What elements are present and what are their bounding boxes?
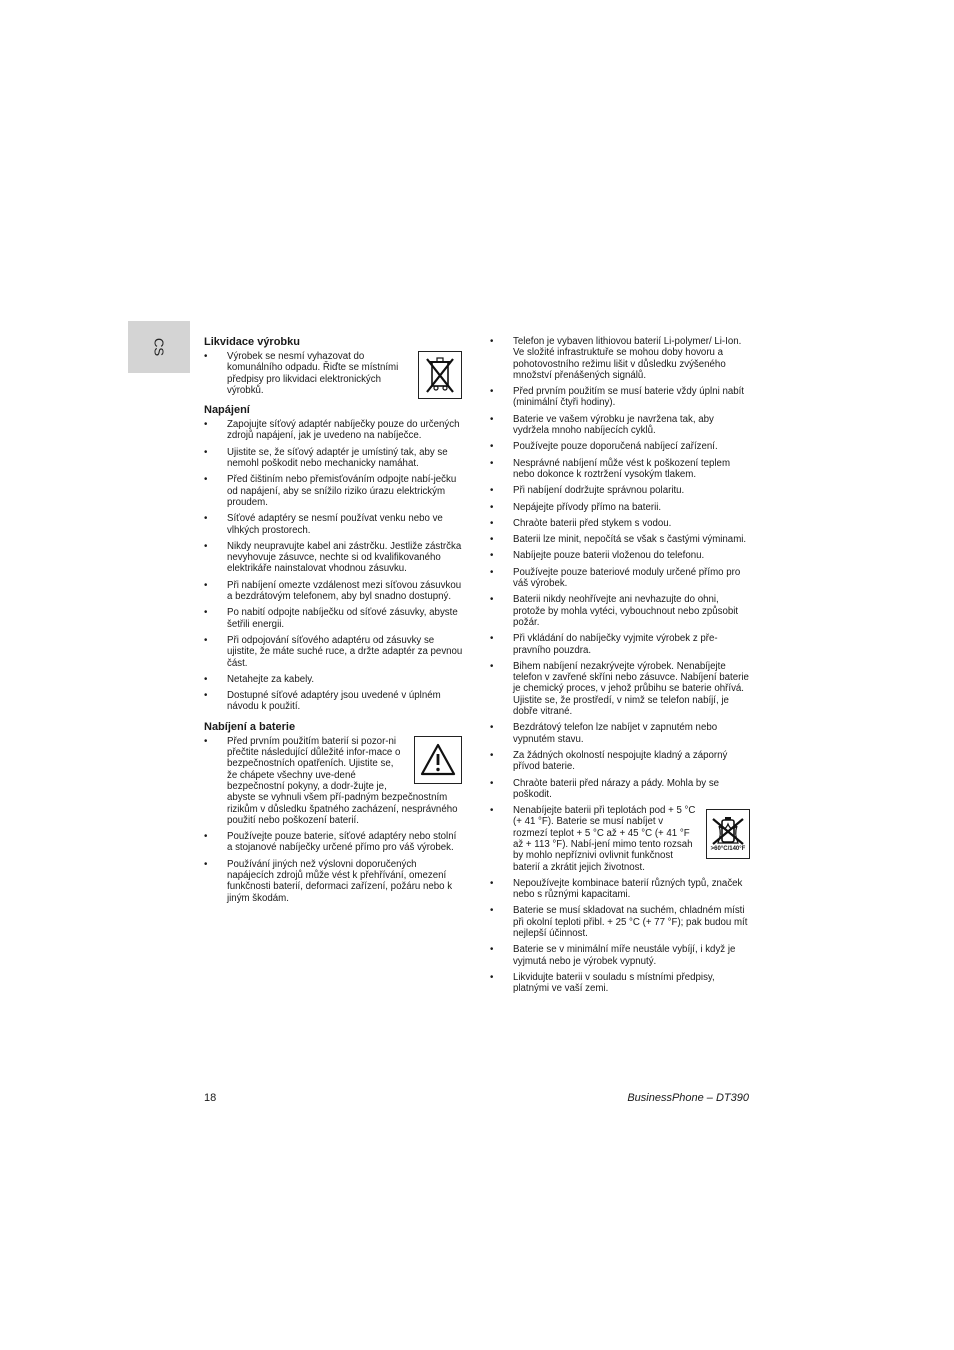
list-item: • Při odpojování síťového adaptéru od zásuvky se ujistite, že máte suché ruce, a držte adaptér za pevnou část. — [204, 634, 463, 669]
list-item: • Síťové adaptéry se nesmí používat venku nebo ve vlhkých prostorech. — [204, 513, 443, 536]
list-item: • Po nabití odpojte nabíječku od síťové zásuvky, abyste šetřili energii. — [204, 607, 458, 630]
list-item: • Výrobek se nesmí vyhazovat do komunálního odpadu. Řiďte se místními předpisy pro likvidaci elektronických výrobků. — [204, 351, 464, 396]
list-item-text: Při odpojování síťového adaptéru od zásuvky se ujistite, že máte suché ruce, a držte adaptér za pevnou část. — [227, 634, 463, 669]
list-item-text: Nikdy neupravujte kabel ani zástrčku. Jestliže zástrčka nevyhovuje zásuvce, nechte si od kvalifikovaného elektrikáře nainstalovat vhodnou zásuvku. — [227, 540, 462, 575]
list-item-text: Nenabíjejte baterii při teplotách pod + 5 °C (+ 41 °F). Baterie se musí nabíjet v rozmezí teplot + 5 °C až + 45 °C (+ 41 °F až + 113 °F). Nabí-jení mimo tento rozsah by mohlo nepříznivi ovlivnit funkčnost baterií a zkrátit jejich životnost. — [513, 805, 696, 873]
list-item-text: Telefon je vybaven lithiovou baterií Li-polymer/ Li-Ion. Ve složité infrastruktuře se mohou doby hovoru a pohotovostního režimu lišit v důsledku zvýšeného množství přenášených signálů. — [513, 336, 742, 381]
list-item: • Používejte pouze baterie, síťové adaptéry nebo stolní a stojanové nabíječky určené přímo pro váš výrobek. — [204, 831, 457, 854]
list-item: • Nesprávné nabíjení může vést k poškození teplem nebo dokonce k roztržení vysokým tlakem. — [490, 457, 731, 480]
list-item-text: Baterie ve vašem výrobku je navržena tak, aby vydržela mnoho nabíjecích cyklů. — [513, 413, 714, 437]
list-item: • Používání jiných než výslovni doporučených napájecích zdrojů může vést k přehřívání, omezení funkčnosti baterií, deformaci zařízení, požáru nebo k jiným škodám. — [204, 858, 453, 904]
list-item-text: Bihem nabíjení nezakrývejte výrobek. Nenabíjejte telefon v zavřené skříni nebo zásuvce. Nabíjení baterie je chemický proces, v jehož průbihu se baterie ohřívá. Ujistite se, že prostředí, v nimž se telefon nabíjí, je dobře vitrané. — [513, 660, 749, 718]
list-item: • Bezdrátový telefon lze nabíjet v zapnutém nebo vypnutém stavu. — [490, 722, 718, 745]
list-item-text: Nepájejte přívody přímo na baterii. — [513, 501, 662, 513]
list-item: • Baterii nikdy neohřívejte ani nevhazujte do ohni, protože by mohla vytéci, vybouchnout nebo způsobit požár. — [490, 594, 739, 628]
list-item-text: Používání jiných než výslovni doporučených napájecích zdrojů může vést k přehřívání, omezení funkčnosti baterií, deformaci zařízení, požáru nebo k jiným škodám. — [227, 858, 453, 904]
list-item: • Před prvním použitím se musí baterie vždy úplni nabít (minimální čtyři hodiny). — [490, 386, 744, 409]
list-item: • Bihem nabíjení nezakrývejte výrobek. Nenabíjejte telefon v zavřené skříni nebo zásuvce. Nabíjení baterie je chemický proces, v jehož průbihu se baterie ohřívá. Ujistite se, že prostředí, v nimž se telefon nabíjí, je dobře vitrané. — [490, 660, 749, 718]
section-disposal — [204, 336, 464, 396]
list-item-text: Likvidujte baterii v souladu s místními předpisy, platnými ve vaší zemi. — [513, 971, 715, 995]
language-tab — [128, 321, 190, 373]
list-item: • Před prvním použitím baterií si pozor-ni přečtite následující důležité infor-mace o bezpečnostních opatřeních. Ujistite se, že chápete všechny uve-dené bezpečnostní pokyny, a dodr-žujte je, abyste se vyhnuli všem pří-padným bezpečnostním rizikům v důsledku špatného zacházení, nesprávného použití nebo poškození baterií. — [204, 736, 464, 826]
list-item-text: Nabíjejte pouze baterii vloženou do telefonu. — [513, 550, 705, 562]
left-column — [204, 336, 464, 912]
list-item: • Za žádných okolností nespojujte kladný a záporný přívod baterie. — [490, 749, 728, 773]
list-item-text: Netahejte za kabely. — [227, 673, 315, 685]
list-item-text: Baterie se v minimální míře neustále vybíjí, i když je vyjmutá nebo je výrobek vypnutý. — [513, 944, 736, 967]
language-tab-label: CS — [151, 337, 167, 357]
list-item: • Při nabíjení omezte vzdálenost mezi síťovou zásuvkou a bezdrátovým telefonem, aby byl snadno dostupný. — [204, 579, 462, 603]
section-heading: Nabíjení a baterie — [204, 720, 296, 733]
list-item: • Nabíjejte pouze baterii vloženou do telefonu. — [490, 550, 705, 562]
list-item-text: Před prvním použitím se musí baterie vždy úplni nabít (minimální čtyři hodiny). — [513, 386, 744, 409]
temperature-label: >60°C/140°F — [710, 845, 746, 852]
list-item: • Dostupné síťové adaptéry jsou uvedené v úplném návodu k použití. — [204, 690, 441, 713]
list-item-text: Síťové adaptéry se nesmí používat venku nebo ve vlhkých prostorech. — [227, 513, 443, 536]
list-item-text: Při vkládání do nabíječky vyjmite výrobek z pře-pravního pouzdra. — [513, 633, 718, 656]
list-item: • Při vkládání do nabíječky vyjmite výrobek z pře-pravního pouzdra. — [490, 633, 718, 656]
list-item: • Baterie se v minimální míře neustále vybíjí, i když je vyjmutá nebo je výrobek vypnutý. — [490, 944, 736, 967]
crossed-bin-icon — [418, 351, 462, 399]
list-item-text: Baterii nikdy neohřívejte ani nevhazujte do ohni, protože by mohla vytéci, vybouchnout nebo způsobit požár. — [513, 594, 739, 628]
list-item-text: Při nabíjení omezte vzdálenost mezi síťovou zásuvkou a bezdrátovým telefonem, aby byl snadno dostupný. — [227, 579, 462, 603]
warning-icon — [414, 736, 462, 784]
list-item-text: Výrobek se nesmí vyhazovat do komunálního odpadu. Řiďte se místními předpisy pro likvidaci elektronických výrobků. — [227, 351, 399, 396]
list-item-text: Používejte pouze doporučená nabíjecí zařízení. — [513, 441, 718, 453]
list-item-text: Baterie se musí skladovat na suchém, chladném místi při okolní teploti přibl. + 25 °C (+ 77 °F); pak budou mít nejlepší účinnost. — [513, 905, 748, 940]
list-item-text: Baterii lze minit, nepočítá se však s častými výminami. — [513, 534, 747, 546]
list-item-text: Chraòte baterii před nárazy a pády. Mohla by se poškodit. — [513, 777, 720, 800]
list-item: • Baterie se musí skladovat na suchém, chladném místi při okolní teploti přibl. + 25 °C (+ 77 °F); pak budou mít nejlepší účinnost. — [490, 905, 748, 940]
list-item: • Baterie ve vašem výrobku je navržena tak, aby vydržela mnoho nabíjecích cyklů. — [490, 413, 714, 437]
list-item: • Nepoužívejte kombinace baterií různých typů, značek nebo s různými kapacitami. — [490, 877, 743, 901]
list-item-text: Před prvním použitím baterií si pozor-ni přečtite následující důležité infor-mace o bezpečnostních opatřeních. Ujistite se, že chápete všechny uve-dené bezpečnostní pokyny, a dodr-žujte je, abyste se vyhnuli všem pří-padným bezpečnostním rizikům v důsledku špatného zacházení, nesprávného použití nebo poškození baterií. — [227, 735, 458, 826]
list-item-text: Po nabití odpojte nabíječku od síťové zásuvky, abyste šetřili energii. — [227, 607, 458, 630]
page-number: 18 — [204, 1092, 217, 1104]
list-item-text: Dostupné síťové adaptéry jsou uvedené v úplném návodu k použití. — [227, 690, 441, 713]
list-item: • Netahejte za kabely. — [204, 673, 315, 685]
list-item-text: Bezdrátový telefon lze nabíjet v zapnutém nebo vypnutém stavu. — [513, 722, 718, 745]
list-item: • Nepájejte přívody přímo na baterii. — [490, 501, 662, 513]
list-item-text: Nepoužívejte kombinace baterií různých typů, značek nebo s různými kapacitami. — [513, 877, 743, 901]
list-item: • Ujistite se, že síťový adaptér je umístiný tak, aby se nemohl poškodit nebo mechanicky namáhat. — [204, 446, 448, 470]
section-charging — [204, 721, 464, 904]
list-item-text: Za žádných okolností nespojujte kladný a záporný přívod baterie. — [513, 749, 728, 773]
list-item-text: Ujistite se, že síťový adaptér je umístiný tak, aby se nemohl poškodit nebo mechanicky namáhat. — [227, 446, 448, 470]
list-item: • Baterii lze minit, nepočítá se však s častými výminami. — [490, 534, 747, 546]
list-item: • Likvidujte baterii v souladu s místními předpisy, platnými ve vaší zemi. — [490, 971, 715, 995]
list-item: • Chraòte baterii před nárazy a pády. Mohla by se poškodit. — [490, 777, 720, 800]
list-item: • >60°C/140°F Nenabíjejte baterii při teplotách pod + 5 °C (+ 41 °F). Baterie se musí nabíjet v rozmezí teplot + 5 °C až + 45 °C (+ 41 °F až + 113 °F). Nabí-jení mimo tento rozsah by mohlo nepříznivi ovlivnit funkčnost baterií a zkrátit jejich životnost. — [490, 805, 750, 873]
list-item: • Používejte pouze bateriové moduly určené přímo pro váš výrobek. — [490, 566, 741, 590]
list-item: • Zapojujte síťový adaptér nabíječky pouze do určených zdrojů napájení, jak je uvedeno na nabíječce. — [204, 419, 460, 442]
list-item-text: Před čištiním nebo přemisťováním odpojte nabí-ječku od napájení, aby se snížilo riziko úrazu elektrickým proudem. — [227, 474, 457, 508]
list-item: • Telefon je vybaven lithiovou baterií Li-polymer/ Li-Ion. Ve složité infrastruktuře se mohou doby hovoru a pohotovostního režimu lišit v důsledku zvýšeného množství přenášených signálů. — [490, 336, 742, 381]
list-item-text: Nesprávné nabíjení může vést k poškození teplem nebo dokonce k roztržení vysokým tlakem. — [513, 457, 731, 480]
list-item-text: Používejte pouze bateriové moduly určené přímo pro váš výrobek. — [513, 566, 741, 590]
list-item: • Používejte pouze doporučená nabíjecí zařízení. — [490, 441, 718, 453]
product-name: BusinessPhone – DT390 — [627, 1092, 749, 1104]
list-item: • Při nabíjení dodržujte správnou polaritu. — [490, 485, 685, 497]
list-item: • Chraòte baterii před stykem s vodou. — [490, 517, 672, 529]
list-item-text: Používejte pouze baterie, síťové adaptéry nebo stolní a stojanové nabíječky určené přímo pro váš výrobek. — [227, 831, 457, 854]
section-power — [204, 404, 464, 713]
right-column — [490, 336, 750, 1000]
list-item: • Před čištiním nebo přemisťováním odpojte nabí-ječku od napájení, aby se snížilo riziko úrazu elektrickým proudem. — [204, 474, 457, 508]
list-item-text: Chraòte baterii před stykem s vodou. — [513, 517, 672, 529]
list-item: • Nikdy neupravujte kabel ani zástrčku. Jestliže zástrčka nevyhovuje zásuvce, nechte si od kvalifikovaného elektrikáře nainstalovat vhodnou zásuvku. — [204, 540, 462, 575]
section-heading: Napájení — [204, 404, 250, 417]
temperature-warning-icon — [706, 809, 750, 859]
section-heading: Likvidace výrobku — [204, 336, 300, 348]
list-item-text: Zapojujte síťový adaptér nabíječky pouze do určených zdrojů napájení, jak je uvedeno na nabíječce. — [227, 419, 460, 442]
list-item-text: Při nabíjení dodržujte správnou polaritu. — [513, 485, 685, 497]
